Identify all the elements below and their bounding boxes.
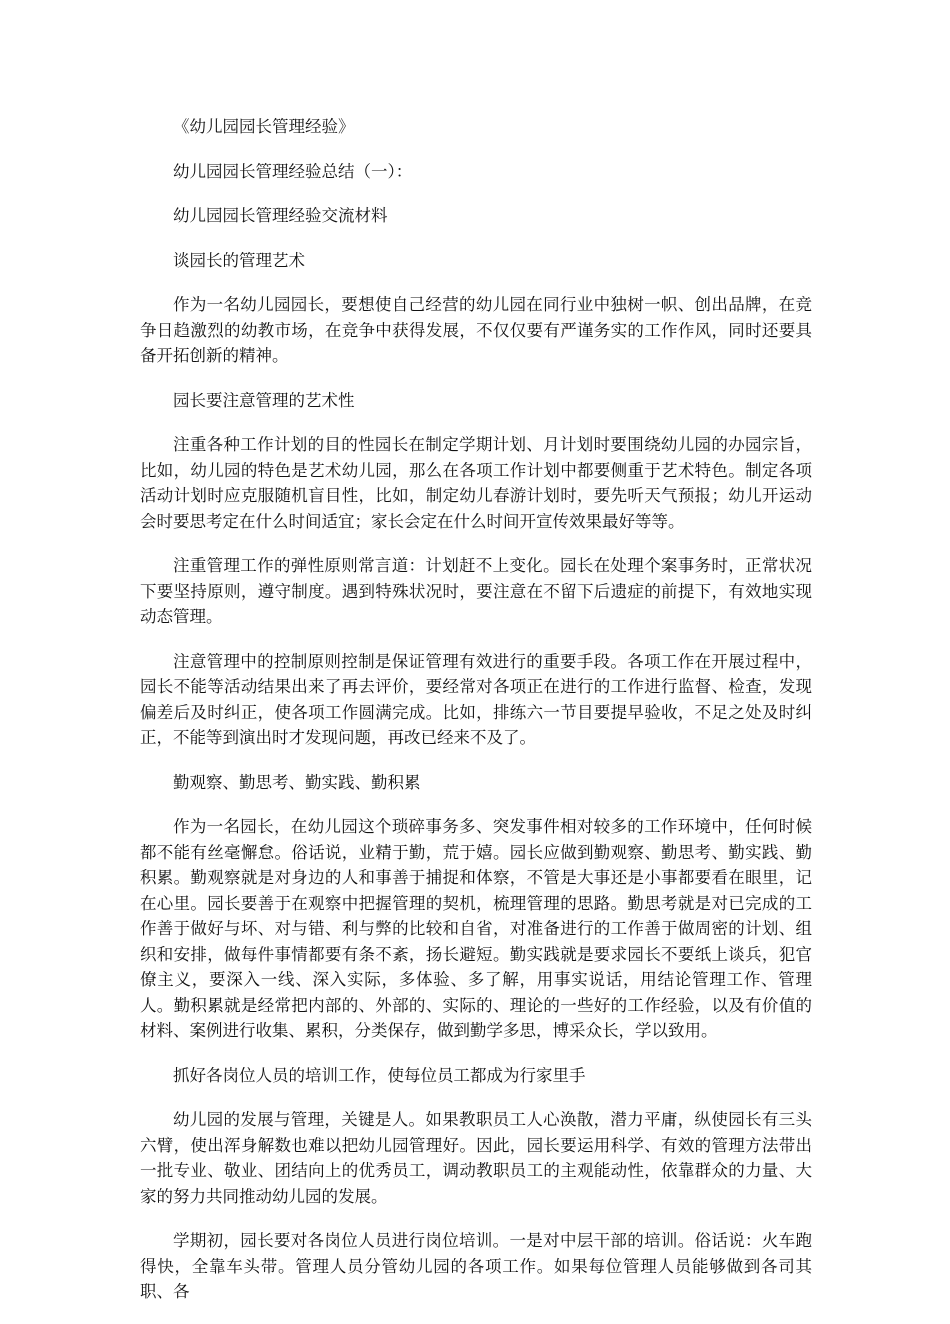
- subheading-art-of-management: 园长要注意管理的艺术性: [173, 390, 355, 410]
- paragraph-control: 注意管理中的控制原则控制是保证管理有效进行的重要手段。各项工作在开展过程中，园长不能等活动结果出来了再去评价，要经常对各项正在进行的工作进行监督、检查，发现偏差后及时纠正，使各项工作圆满完成。比如，排练六一节目要提早验收，不足之处及时纠正，不能等到演出时才发现问题，再改已经来不及了。: [140, 651, 812, 747]
- paragraph-diligence: 作为一名园长，在幼儿园这个琐碎事务多、突发事件相对较多的工作环境中，任何时候都不能有丝毫懈怠。俗话说，业精于勤，荒于嬉。园长应做到勤观察、勤思考、勤实践、勤积累。勤观察就是对身边的人和事善于捕捉和体察，不管是大事还是小事都要看在眼里，记在心里。园长要善于在观察中把握管理的契机，梳理管理的思路。勤思考就是对已完成的工作善于做好与坏、对与错、利与弊的比较和自省，对准备进行的工作善于做周密的计划、组织和安排，做每件事情都要有条不紊，扬长避短。勤实践就是要求园长不要纸上谈兵，犯官僚主义，要深入一线、深入实际，多体验、多了解，用事实说话，用结论管理工作、管理人。勤积累就是经常把内部的、外部的、实际的、理论的一些好的工作经验，以及有价值的材料、案例进行收集、累积，分类保存，做到勤学多思，博采众长，学以致用。: [140, 817, 812, 1040]
- subheading-training: 抓好各岗位人员的培训工作，使每位员工都成为行家里手: [173, 1065, 586, 1085]
- subtitle: 幼儿园园长管理经验交流材料: [173, 206, 388, 225]
- paragraph-people: 幼儿园的发展与管理，关键是人。如果教职员工人心涣散，潜力平庸，纵使园长有三头六臂，使出浑身解数也难以把幼儿园管理好。因此，园长要运用科学、有效的管理方法带出一批专业、敬业、团结向上的优秀员工，调动教职员工的主观能动性，依靠群众的力量、大家的努力共同推动幼儿园的发展。: [140, 1110, 812, 1206]
- paragraph-flexibility: 注重管理工作的弹性原则常言道：计划赶不上变化。园长在处理个案事务时，正常状况下要坚持原则，遵守制度。遇到特殊状况时，要注意在不留下后遗症的前提下，有效地实现动态管理。: [140, 556, 812, 626]
- intro-paragraph: 作为一名幼儿园园长，要想使自己经营的幼儿园在同行业中独树一帜、创出品牌，在竞争日趋激烈的幼教市场，在竞争中获得发展，不仅仅要有严谨务实的工作作风，同时还要具备开拓创新的精神。: [140, 295, 812, 365]
- document-title: 《幼儿园园长管理经验》: [173, 117, 355, 136]
- subheading-diligence: 勤观察、勤思考、勤实践、勤积累: [173, 772, 421, 792]
- document-page: [140, 114, 812, 1324]
- paragraph-semester-training: 学期初，园长要对各岗位人员进行岗位培训。一是对中层干部的培训。俗话说：火车跑得快，全靠车头带。管理人员分管幼儿园的各项工作。如果每位管理人员能够做到各司其职、各: [140, 1231, 812, 1301]
- topic-heading: 谈园长的管理艺术: [173, 250, 305, 270]
- paragraph-planning: 注重各种工作计划的目的性园长在制定学期计划、月计划时要围绕幼儿园的办园宗旨，比如，幼儿园的特色是艺术幼儿园，那么在各项工作计划中都要侧重于艺术特色。制定各项活动计划时应克服随机盲目性，比如，制定幼儿春游计划时，要先听天气预报；幼儿开运动会时要思考定在什么时间适宜；家长会定在什么时间开宣传效果最好等等。: [140, 435, 812, 531]
- section-title: 幼儿园园长管理经验总结（一）：: [173, 161, 413, 181]
